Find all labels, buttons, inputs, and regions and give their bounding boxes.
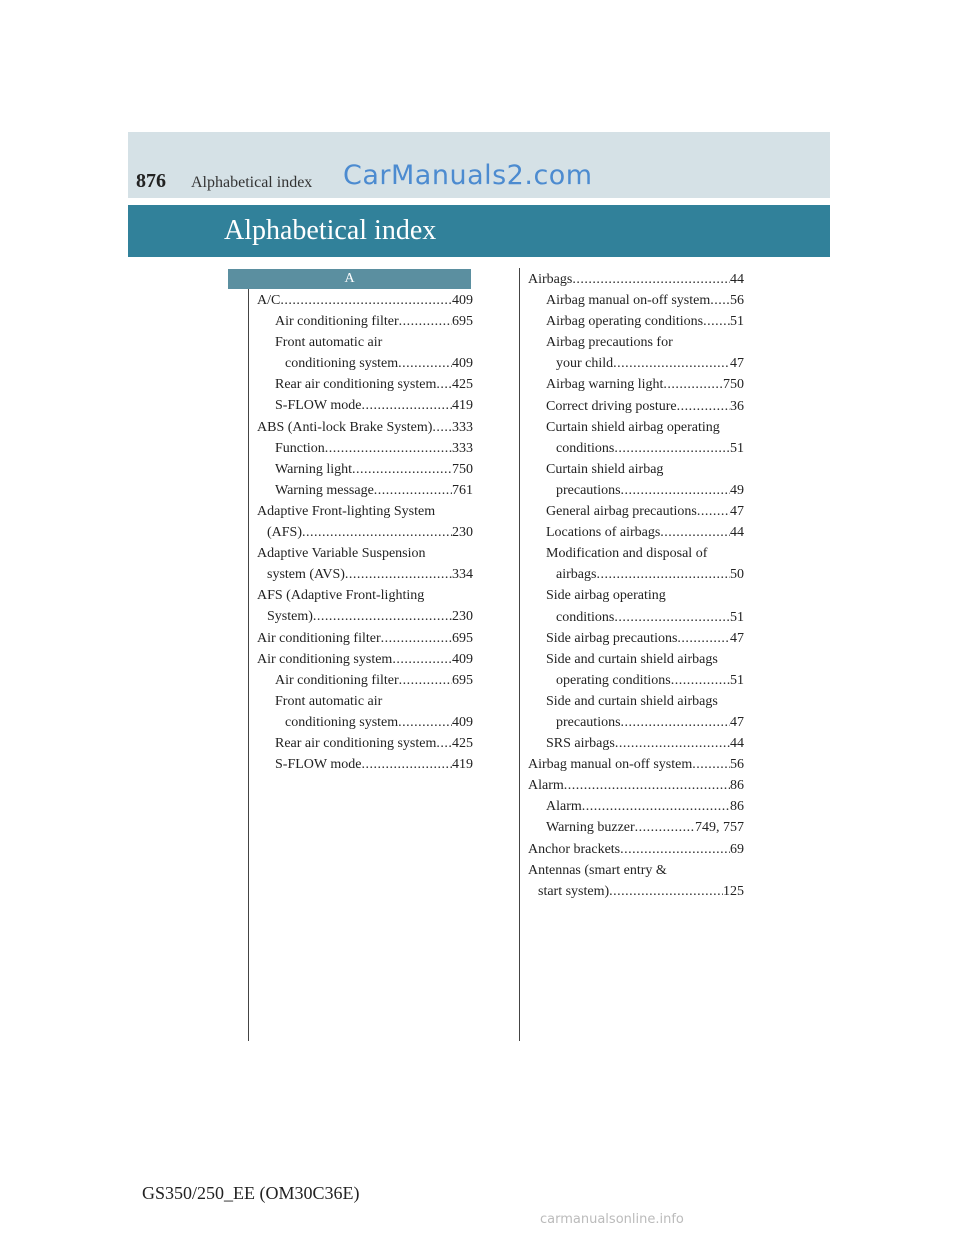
index-term: Air conditioning system	[257, 651, 393, 667]
index-page-ref[interactable]: 333	[452, 440, 473, 456]
index-entry	[528, 607, 744, 628]
index-term: Side airbag precautions	[546, 630, 678, 646]
index-entry	[257, 311, 473, 332]
dot-leader	[615, 733, 730, 754]
index-entry	[528, 775, 744, 796]
dot-leader	[361, 395, 452, 416]
index-term: precautions	[556, 714, 621, 730]
index-page-ref[interactable]: 230	[452, 609, 473, 625]
dot-leader	[280, 290, 452, 311]
index-entry	[257, 733, 473, 754]
index-page-ref[interactable]: 51	[730, 314, 744, 330]
dot-leader	[660, 522, 730, 543]
index-entry	[257, 606, 473, 627]
index-term: Correct driving posture	[546, 398, 677, 414]
index-entry-heading: Front automatic air	[275, 693, 383, 709]
title-bar	[128, 205, 830, 257]
index-entry	[528, 796, 744, 817]
index-term: Locations of airbags	[546, 525, 661, 541]
dot-leader	[392, 649, 452, 670]
dot-leader	[432, 417, 452, 438]
index-entry-heading: Antennas (smart entry &	[528, 862, 667, 878]
index-term: Alarm	[528, 778, 564, 794]
dot-leader	[361, 754, 452, 775]
index-entry	[528, 670, 744, 691]
dot-leader	[572, 269, 730, 290]
index-term: Airbag operating conditions	[546, 314, 704, 330]
index-page-ref[interactable]: 695	[452, 630, 473, 646]
header-title: Alphabetical index	[191, 174, 313, 191]
index-term: system (AVS)	[267, 567, 345, 583]
index-entry	[257, 459, 473, 480]
index-entry-heading: Adaptive Front-lighting System	[257, 503, 436, 519]
dot-leader	[399, 670, 452, 691]
index-entry	[257, 290, 473, 311]
index-entry	[257, 395, 473, 416]
index-entry	[257, 417, 473, 438]
index-term: Rear air conditioning system	[275, 735, 437, 751]
index-page-ref[interactable]: 749, 757	[695, 820, 744, 836]
index-term: General airbag precautions	[546, 504, 697, 520]
index-term: Airbag manual on-off system	[528, 757, 693, 773]
index-entry-heading: Side and curtain shield airbags	[546, 693, 718, 709]
index-term: Airbag warning light	[546, 377, 664, 393]
index-page-ref[interactable]: 56	[730, 293, 744, 309]
index-entry-heading: Curtain shield airbag operating	[546, 419, 720, 435]
index-entry	[257, 712, 473, 733]
dot-leader	[677, 628, 730, 649]
dot-leader	[671, 670, 730, 691]
index-page-ref[interactable]: 333	[452, 419, 473, 435]
index-term: Airbags	[528, 272, 573, 287]
index-term: operating conditions	[556, 672, 671, 688]
index-page-ref[interactable]: 125	[723, 883, 744, 899]
index-entry	[528, 501, 744, 522]
index-page-ref[interactable]: 750	[452, 461, 473, 477]
index-term: Air conditioning filter	[257, 630, 381, 646]
dot-leader	[313, 606, 452, 627]
index-term: Airbag manual on-off system	[546, 293, 711, 309]
dot-leader	[677, 396, 730, 417]
index-entry	[257, 628, 473, 649]
index-entry	[257, 438, 473, 459]
index-page-ref[interactable]: 419	[452, 757, 473, 773]
index-page-ref[interactable]: 49	[730, 482, 744, 498]
index-term: Warning buzzer	[546, 820, 635, 836]
index-entry	[528, 269, 744, 290]
index-page-ref[interactable]: 51	[730, 672, 744, 688]
index-page-ref[interactable]: 750	[723, 377, 744, 393]
index-page-ref[interactable]: 44	[730, 272, 744, 287]
dot-leader	[613, 353, 730, 374]
index-page-ref[interactable]: 47	[730, 630, 744, 646]
index-entry	[257, 522, 473, 543]
index-term: your child	[556, 356, 614, 372]
index-entry-heading: Adaptive Variable Suspension	[257, 546, 426, 562]
index-term: Rear air conditioning system	[275, 377, 437, 393]
index-entry	[528, 712, 744, 733]
dot-leader	[635, 817, 695, 838]
index-term: System)	[267, 609, 313, 625]
right-column-divider	[519, 268, 520, 1041]
index-entry	[528, 733, 744, 754]
index-page-ref[interactable]: 695	[452, 672, 473, 688]
index-page-ref[interactable]: 409	[452, 293, 473, 308]
footer-model-code: GS350/250_EE (OM30C36E)	[142, 1183, 360, 1203]
index-term: S-FLOW mode	[275, 398, 362, 414]
dot-leader	[621, 480, 730, 501]
dot-leader	[710, 290, 730, 311]
index-entry-heading: Curtain shield airbag	[546, 461, 664, 477]
dot-leader	[325, 438, 452, 459]
index-entry	[528, 438, 744, 459]
index-page-ref[interactable]: 86	[730, 799, 744, 815]
dot-leader	[436, 374, 452, 395]
dot-leader	[663, 374, 723, 395]
index-entry-heading: Side airbag operating	[546, 588, 666, 604]
page-title: Alphabetical index	[224, 215, 437, 246]
index-entry-heading: Airbag precautions for	[546, 335, 673, 351]
index-term: ABS (Anti-lock Brake System)	[257, 419, 433, 435]
index-page-ref[interactable]: 425	[452, 735, 473, 751]
index-entry-heading: Modification and disposal of	[546, 546, 708, 562]
index-entry	[257, 564, 473, 585]
index-term: conditioning system	[285, 714, 399, 730]
index-term: Air conditioning filter	[275, 672, 399, 688]
dot-leader	[564, 775, 730, 796]
dot-leader	[436, 733, 452, 754]
dot-leader	[703, 311, 730, 332]
index-page-ref[interactable]: 69	[730, 841, 744, 857]
index-entry	[528, 817, 744, 838]
index-entry	[528, 480, 744, 501]
index-entry	[257, 754, 473, 775]
dot-leader	[374, 480, 452, 501]
index-entry	[528, 564, 744, 585]
index-term: precautions	[556, 482, 621, 498]
index-page-ref[interactable]: 47	[730, 356, 744, 372]
dot-leader	[381, 628, 452, 649]
index-entry	[528, 396, 744, 417]
page-header	[128, 132, 830, 198]
section-letter-header: A	[228, 269, 471, 289]
index-page-ref[interactable]: 36	[730, 398, 744, 414]
index-term: conditioning system	[285, 356, 399, 372]
index-entry	[528, 353, 744, 374]
index-term: conditions	[556, 609, 615, 625]
dot-leader	[621, 712, 730, 733]
index-term: start system)	[538, 883, 610, 899]
bottom-watermark: carmanualsonline.info	[540, 1212, 684, 1227]
index-term: Function	[275, 440, 325, 456]
index-entry	[528, 754, 744, 775]
dot-leader	[596, 564, 730, 585]
index-term: airbags	[556, 567, 597, 583]
index-page-ref[interactable]: 50	[730, 567, 744, 583]
index-term: Alarm	[546, 799, 582, 815]
watermark-logo[interactable]: CarManuals2.com	[343, 160, 593, 191]
index-page-ref[interactable]: 409	[452, 356, 473, 372]
dot-leader	[614, 607, 730, 628]
dot-leader	[352, 459, 452, 480]
dot-leader	[692, 754, 730, 775]
index-page-ref[interactable]: 409	[452, 714, 473, 730]
index-entry-heading: AFS (Adaptive Front-lighting	[257, 588, 425, 604]
dot-leader	[345, 564, 452, 585]
index-entry-heading: Front automatic air	[275, 335, 383, 351]
index-term: conditions	[556, 440, 615, 456]
dot-leader	[399, 311, 452, 332]
index-entry	[528, 881, 744, 902]
left-column-divider	[248, 289, 249, 1041]
index-page-ref[interactable]: 44	[730, 736, 744, 752]
index-term: SRS airbags	[546, 736, 615, 752]
dot-leader	[398, 353, 452, 374]
index-page-ref[interactable]: 47	[730, 504, 744, 520]
index-page-ref[interactable]: 409	[452, 651, 473, 667]
index-entry	[257, 480, 473, 501]
index-entry	[528, 839, 744, 860]
index-term: S-FLOW mode	[275, 757, 362, 773]
index-page-ref[interactable]: 230	[452, 525, 473, 541]
dot-leader	[302, 522, 452, 543]
dot-leader	[582, 796, 730, 817]
index-page-ref[interactable]: 695	[452, 314, 473, 330]
index-entry	[528, 311, 744, 332]
index-entry	[257, 353, 473, 374]
dot-leader	[697, 501, 730, 522]
page-number: 876	[136, 170, 166, 192]
index-page-ref[interactable]: 47	[730, 714, 744, 730]
index-page-ref[interactable]: 419	[452, 398, 473, 414]
index-term: Warning message	[275, 482, 374, 498]
index-term: (AFS)	[267, 525, 303, 541]
index-entry	[528, 374, 744, 395]
index-column-right	[528, 269, 744, 902]
index-page-ref[interactable]: 425	[452, 377, 473, 393]
index-entry-heading: Side and curtain shield airbags	[546, 651, 718, 667]
index-page-ref[interactable]: 761	[452, 482, 473, 498]
dot-leader	[609, 881, 723, 902]
index-term: A/C	[257, 293, 281, 308]
index-term: Air conditioning filter	[275, 314, 399, 330]
index-page-ref[interactable]: 334	[452, 567, 473, 583]
index-entry	[528, 290, 744, 311]
index-term: Warning light	[275, 461, 353, 477]
index-entry	[257, 670, 473, 691]
index-entry	[257, 649, 473, 670]
index-page-ref[interactable]: 44	[730, 525, 744, 541]
dot-leader	[398, 712, 452, 733]
index-term: Anchor brackets	[528, 841, 621, 857]
dot-leader	[614, 438, 730, 459]
index-page-ref[interactable]: 86	[730, 778, 744, 794]
index-column-left	[257, 290, 473, 775]
index-entry	[528, 628, 744, 649]
dot-leader	[620, 839, 730, 860]
index-entry	[257, 374, 473, 395]
index-page-ref[interactable]: 51	[730, 440, 744, 456]
index-page-ref[interactable]: 56	[730, 757, 744, 773]
index-entry	[528, 522, 744, 543]
index-page-ref[interactable]: 51	[730, 609, 744, 625]
